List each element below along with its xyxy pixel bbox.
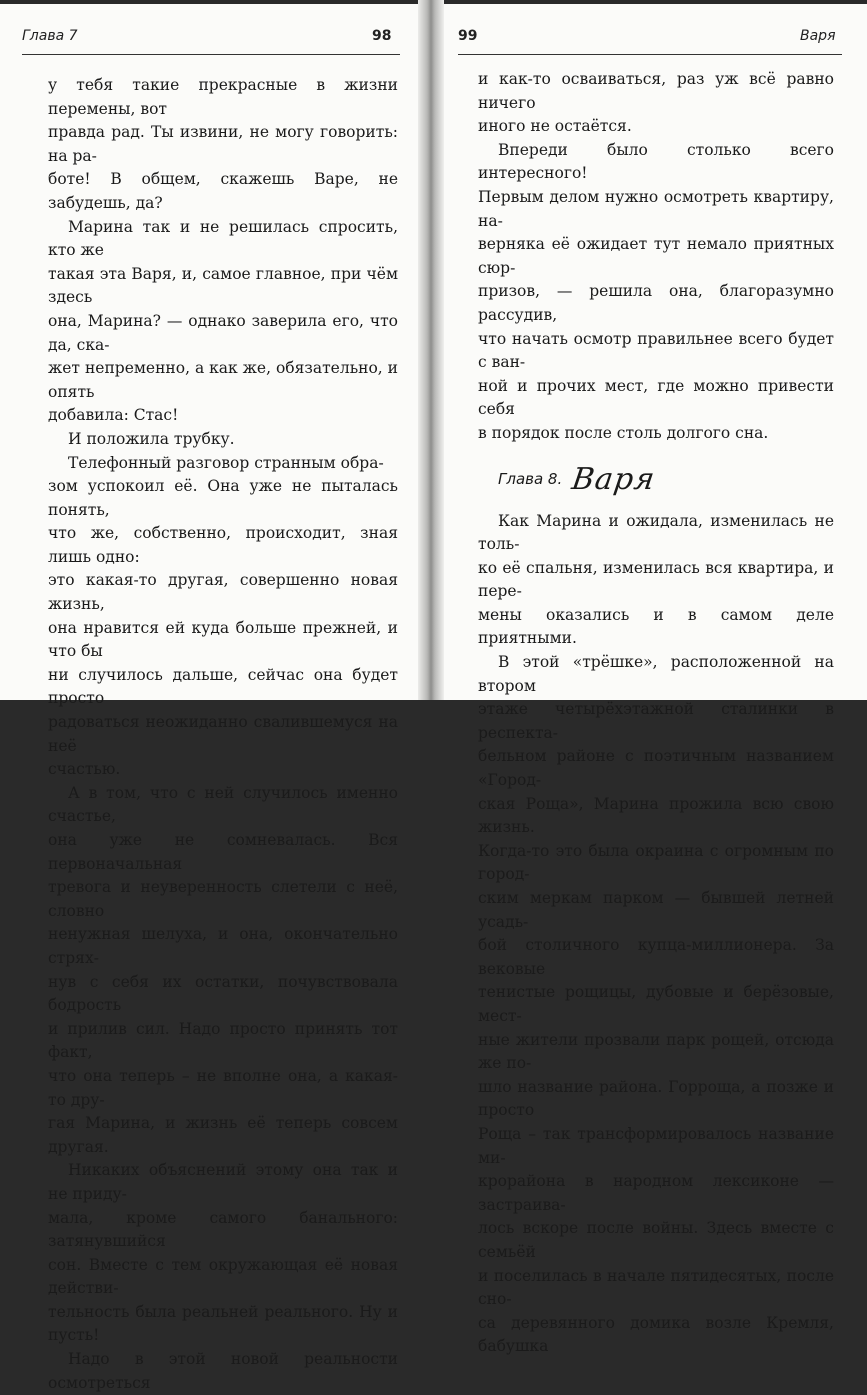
right-page <box>438 4 867 1356</box>
text-line: ные жители прозвали парк рощей, отсюда же по- <box>478 1030 834 1073</box>
text-line: Надо в этой новой реальности осмотреться <box>48 1350 398 1392</box>
text-line: радоваться неожиданно свалившемуся на неё <box>48 713 398 755</box>
text-line: она нравится ей куда больше прежней, и что бы <box>48 618 398 661</box>
text-line: Как Марина и ожидала, изменилась не толь- <box>478 511 834 554</box>
text-line: ским меркам парком — бывшей летней усадь- <box>478 889 834 931</box>
text-line: Когда-то это была окраина с огромным по город- <box>478 841 834 884</box>
text-line: ненужная шелуха, и она, окончательно стрях- <box>48 925 398 967</box>
text-line: счастью. <box>48 760 121 779</box>
header-rule-left <box>22 54 400 55</box>
page-number-right: 99 <box>458 28 478 44</box>
left-page <box>0 4 424 1392</box>
text-line: тельность была реальней реального. Ну и пусть! <box>48 1302 398 1345</box>
text-line: сон. Вместе с тем окружающая её новая действи- <box>48 1255 398 1298</box>
text-line: она уже не сомневалась. Вся первоначальная <box>48 831 398 873</box>
text-line: этаже четырёхэтажной сталинки в респекта- <box>478 700 834 742</box>
text-line: добавила: Стас! <box>48 406 179 425</box>
right-page-body <box>478 68 834 1359</box>
text-line: зом успокоил её. Она уже не пыталась понять, <box>48 477 398 519</box>
text-line: нув с себя их остатки, почувствовала бодрость <box>48 972 398 1015</box>
text-line: ко её спальня, изменилась вся квартира, и пере- <box>478 558 834 601</box>
text-line: крорайона в народном лексиконе — застраива- <box>478 1172 834 1214</box>
text-line: са деревянного домика возле Кремля, бабушка <box>478 1313 834 1356</box>
text-line: верняка её ожидает тут немало приятных сюр- <box>478 235 834 277</box>
text-line: Марина так и не решилась спросить, кто же <box>48 217 398 260</box>
text-line: иного не остаётся. <box>478 117 632 136</box>
text-line: А в том, что с ней случилось именно счастье, <box>48 783 398 826</box>
text-line: она, Марина? — однако заверила его, что да, ска- <box>48 311 398 354</box>
text-line: такая эта Варя, и, самое главное, при чём здесь <box>48 264 398 307</box>
text-line: Впереди было столько всего интересного! <box>478 140 834 183</box>
chapter-heading <box>498 460 834 500</box>
text-line: лось вскоре после войны. Здесь вместе с семьёй <box>478 1219 834 1261</box>
text-line: тревога и неуверенность слетели с неё, словно <box>48 878 398 920</box>
text-line: призов, — решила она, благоразумно рассудив, <box>478 282 834 324</box>
text-line: гая Марина, и жизнь её теперь совсем другая. <box>48 1114 398 1156</box>
text-line: это какая-то другая, совершенно новая жизнь, <box>48 571 398 614</box>
text-line: и как-то осваиваться, раз уж всё равно ничего <box>478 70 834 112</box>
text-line: ни случилось дальше, сейчас она будет просто <box>48 665 398 708</box>
text-line: жет непременно, а как же, обязательно, и опять <box>48 359 398 401</box>
running-header-chapter: Глава 7 <box>22 28 78 44</box>
text-line: тенистые рощицы, дубовые и берёзовые, мест- <box>478 983 834 1025</box>
page-number-left: 98 <box>372 28 392 44</box>
text-line: ская Роща», Марина прожила всю свою жизнь. <box>478 794 834 837</box>
text-line: боте! В общем, скажешь Варе, не забудешь, да? <box>48 170 398 212</box>
text-line: и поселилась в начале пятидесятых, после сно- <box>478 1266 834 1309</box>
running-header-title: Варя <box>800 28 836 44</box>
text-line: ной и прочих мест, где можно привести себя <box>478 376 834 419</box>
chapter-title: Варя <box>569 461 658 497</box>
text-line: и прилив сил. Надо просто принять тот факт, <box>48 1019 398 1062</box>
text-line: у тебя такие прекрасные в жизни перемены, вот <box>48 76 398 118</box>
text-line: что она теперь – не вполне она, а какая-то дру- <box>48 1066 398 1109</box>
text-line: Роща – так трансформировалось название ми- <box>478 1124 834 1167</box>
left-page-body <box>48 74 398 1395</box>
text-line: правда рад. Ты извини, не могу говорить: на ра- <box>48 123 398 165</box>
book-gutter <box>418 0 444 700</box>
text-line: бельном районе с поэтичным названием «Город- <box>478 747 834 790</box>
text-line: В этой «трёшке», расположенной на втором <box>478 653 834 695</box>
text-line: Телефонный разговор странным обра- <box>68 453 384 472</box>
text-line: мены оказались и в самом деле приятными. <box>478 605 834 648</box>
text-line: бой столичного купца-миллионера. За вековые <box>478 936 834 978</box>
text-line: Никаких объяснений этому она так и не приду- <box>48 1161 398 1203</box>
text-line: Первым делом нужно осмотреть квартиру, на- <box>478 187 834 230</box>
chapter-label: Глава 8. <box>498 469 563 488</box>
text-line: что начать осмотр правильнее всего будет с ван- <box>478 329 834 372</box>
header-rule-right <box>458 54 842 55</box>
text-line: что же, собственно, происходит, зная лишь одно: <box>48 524 398 566</box>
text-line: И положила трубку. <box>68 429 235 448</box>
text-line: мала, кроме самого банального: затянувшийся <box>48 1208 398 1251</box>
text-line: в порядок после столь долгого сна. <box>478 423 769 442</box>
text-line: шло название района. Горроща, а позже и просто <box>478 1077 834 1120</box>
